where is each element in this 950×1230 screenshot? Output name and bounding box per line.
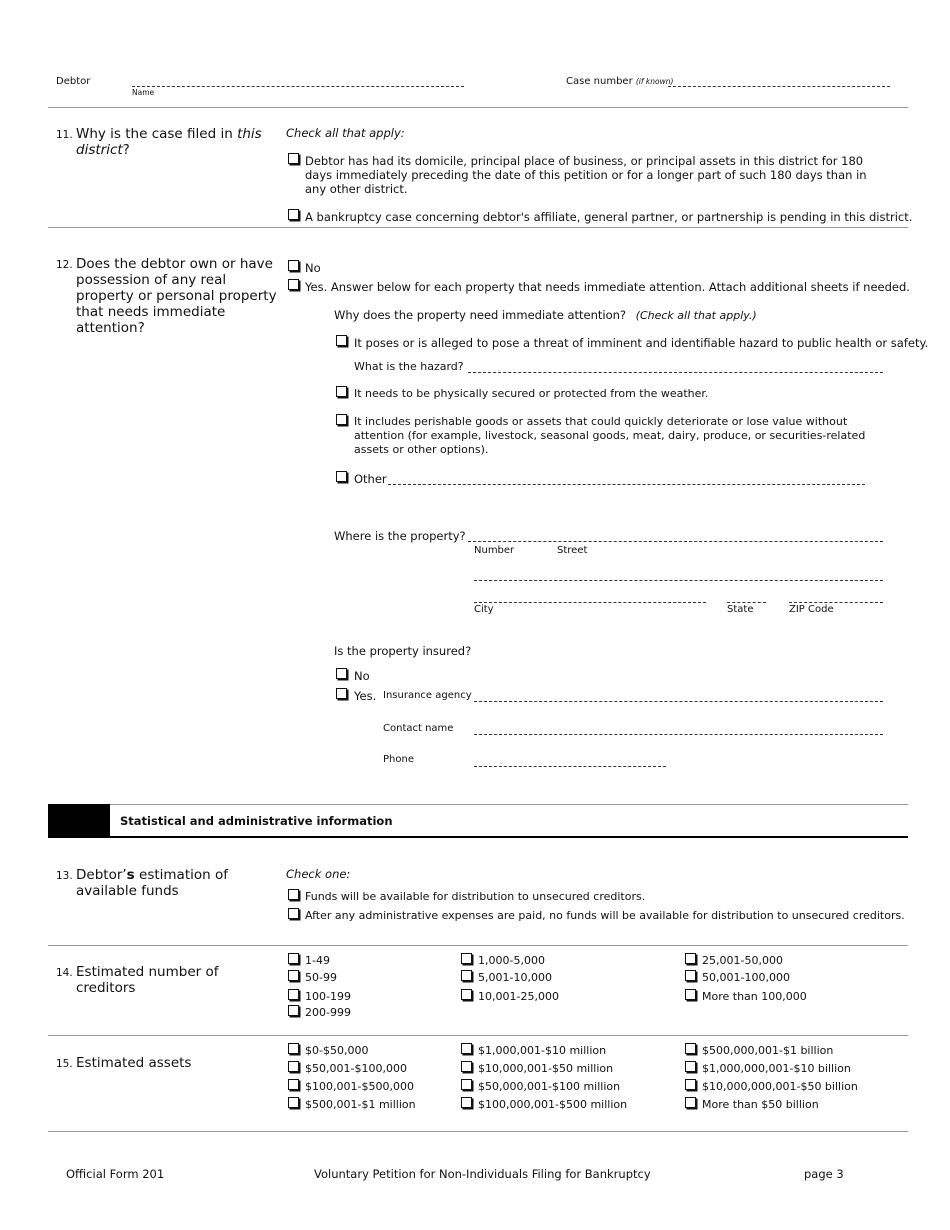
divider xyxy=(48,945,908,946)
other-checkbox[interactable] xyxy=(336,471,347,482)
insured-no-checkbox[interactable] xyxy=(336,668,347,679)
case-number-field[interactable] xyxy=(668,86,890,87)
q15-c1-3-checkbox[interactable] xyxy=(288,1097,299,1108)
why-attention-label xyxy=(334,308,757,323)
q15-c3-3-label: More than $50 billion xyxy=(702,1098,819,1111)
contact-label: Contact name xyxy=(383,723,454,734)
q14-c1-2-label: 100-199 xyxy=(305,990,351,1003)
hazard-field[interactable] xyxy=(468,372,883,373)
footer-form: Official Form 201 xyxy=(66,1167,165,1181)
q15-c3-2-label: $10,000,000,001-$50 billion xyxy=(702,1080,858,1093)
insured-label: Is the property insured? xyxy=(334,644,472,658)
hazard-label: It poses or is alleged to pose a threat of imminent and identifiable hazard to public health or safety. xyxy=(354,336,929,350)
state-field[interactable] xyxy=(727,602,766,603)
number-sublabel: Number xyxy=(474,545,515,556)
q15-c1-2-checkbox[interactable] xyxy=(288,1079,299,1090)
q14-c1-3-label: 200-999 xyxy=(305,1006,351,1019)
agency-label: Insurance agency xyxy=(383,690,472,701)
other-field[interactable] xyxy=(388,484,865,485)
street-sublabel: Street xyxy=(557,545,588,556)
q15-c3-3-checkbox[interactable] xyxy=(685,1097,696,1108)
q15-c1-0-checkbox[interactable] xyxy=(288,1043,299,1054)
q15-number: 15. xyxy=(56,1058,73,1070)
contact-field[interactable] xyxy=(474,734,883,735)
q11-instruction: Check all that apply: xyxy=(286,126,405,140)
zip-field[interactable] xyxy=(789,602,883,603)
q11-question-c: ? xyxy=(122,142,130,158)
q15-c2-2-checkbox[interactable] xyxy=(461,1079,472,1090)
city-sublabel: City xyxy=(474,604,494,615)
q12-no-label: No xyxy=(305,261,321,275)
q15-c3-2-checkbox[interactable] xyxy=(685,1079,696,1090)
phone-label: Phone xyxy=(383,754,414,765)
q15-c2-3-checkbox[interactable] xyxy=(461,1097,472,1108)
case-number-label xyxy=(566,76,673,87)
q14-c3-1-label: 50,001-100,000 xyxy=(702,971,790,984)
q13-opt1-label: Funds will be available for distribution to unsecured creditors. xyxy=(305,890,646,903)
q14-c1-3-checkbox[interactable] xyxy=(288,1005,299,1016)
debtor-label: Debtor xyxy=(56,76,91,87)
q11-opt1-checkbox[interactable] xyxy=(288,153,299,164)
q13-question-c: estimation of available funds xyxy=(76,867,228,899)
q15-question: Estimated assets xyxy=(76,1055,192,1071)
secured-label: It needs to be physically secured or protected from the weather. xyxy=(354,387,709,400)
q14-c2-1-label: 5,001-10,000 xyxy=(478,971,552,984)
q14-c2-2-label: 10,001-25,000 xyxy=(478,990,559,1003)
q12-question: Does the debtor own or have possession of any real property or personal property that needs immediate attention? xyxy=(76,256,277,336)
q15-c2-3-label: $100,000,001-$500 million xyxy=(478,1098,628,1111)
q15-c3-0-checkbox[interactable] xyxy=(685,1043,696,1054)
q15-c3-1-checkbox[interactable] xyxy=(685,1061,696,1072)
address-line1-field[interactable] xyxy=(468,541,883,542)
q15-c2-0-label: $1,000,001-$10 million xyxy=(478,1044,607,1057)
q14-c1-1-label: 50-99 xyxy=(305,971,337,984)
q15-c1-0-label: $0-$50,000 xyxy=(305,1044,369,1057)
q11-question xyxy=(76,126,266,158)
q13-question-a: Debtor’ xyxy=(76,867,127,883)
name-sublabel: Name xyxy=(132,88,155,97)
q14-question: Estimated number of creditors xyxy=(76,964,219,996)
q14-c3-1-checkbox[interactable] xyxy=(685,970,696,981)
q15-c3-0-label: $500,000,001-$1 billion xyxy=(702,1044,834,1057)
q11-question-b: this district xyxy=(76,126,262,158)
q14-c2-0-checkbox[interactable] xyxy=(461,953,472,964)
q14-c3-2-checkbox[interactable] xyxy=(685,989,696,1000)
secured-checkbox[interactable] xyxy=(336,386,347,397)
q14-c1-1-checkbox[interactable] xyxy=(288,970,299,981)
q14-c3-0-label: 25,001-50,000 xyxy=(702,954,783,967)
section-title: Statistical and administrative information xyxy=(120,814,393,828)
q15-c3-1-label: $1,000,000,001-$10 billion xyxy=(702,1062,851,1075)
q12-yes-checkbox[interactable] xyxy=(288,279,299,290)
q14-number: 14. xyxy=(56,967,73,979)
q15-c2-1-checkbox[interactable] xyxy=(461,1061,472,1072)
q13-opt1-checkbox[interactable] xyxy=(288,889,299,900)
other-label: Other xyxy=(354,472,387,486)
q11-question-a: Why is the case filed in xyxy=(76,126,238,142)
what-hazard-label: What is the hazard? xyxy=(354,360,464,373)
q14-c2-1-checkbox[interactable] xyxy=(461,970,472,981)
insured-yes-checkbox[interactable] xyxy=(336,688,347,699)
agency-field[interactable] xyxy=(474,701,883,702)
footer-page: page 3 xyxy=(804,1167,844,1181)
debtor-name-field[interactable] xyxy=(132,86,464,87)
q14-c3-2-label: More than 100,000 xyxy=(702,990,807,1003)
q15-c1-1-checkbox[interactable] xyxy=(288,1061,299,1072)
q14-c1-0-label: 1-49 xyxy=(305,954,330,967)
divider xyxy=(48,227,908,228)
insured-yes-label: Yes. xyxy=(354,689,377,703)
q15-c2-1-label: $10,000,001-$50 million xyxy=(478,1062,614,1075)
q13-opt2-label: After any administrative expenses are paid, no funds will be available for distribution to unsecured creditors. xyxy=(305,909,905,922)
q15-c1-1-label: $50,001-$100,000 xyxy=(305,1062,407,1075)
q15-c2-0-checkbox[interactable] xyxy=(461,1043,472,1054)
case-number-text: Case number xyxy=(566,76,633,87)
q13-question-b: s xyxy=(126,867,135,883)
insured-no-label: No xyxy=(354,669,370,683)
q14-c2-0-label: 1,000-5,000 xyxy=(478,954,545,967)
q11-opt1-label: Debtor has had its domicile, principal place of business, or principal assets in this district for 180 days immediately preceding the date of this petition or for a longer part of such 180 days than in any other district. xyxy=(305,154,867,196)
state-sublabel: State xyxy=(727,604,754,615)
q12-number: 12. xyxy=(56,259,73,271)
q13-question xyxy=(76,867,266,899)
divider xyxy=(48,107,908,108)
if-known-note: (if known) xyxy=(635,77,674,86)
city-field[interactable] xyxy=(474,602,706,603)
q13-number: 13. xyxy=(56,870,73,882)
q13-instruction: Check one: xyxy=(286,867,351,881)
q14-c2-2-checkbox[interactable] xyxy=(461,989,472,1000)
why-text: Why does the property need immediate attention? xyxy=(334,308,627,322)
divider xyxy=(48,1035,908,1036)
hazard-checkbox[interactable] xyxy=(336,335,347,346)
where-label: Where is the property? xyxy=(334,529,466,543)
q11-opt2-checkbox[interactable] xyxy=(288,209,299,220)
q14-c1-2-checkbox[interactable] xyxy=(288,989,299,1000)
q11-number: 11. xyxy=(56,129,73,141)
q14-c3-0-checkbox[interactable] xyxy=(685,953,696,964)
q13-opt2-checkbox[interactable] xyxy=(288,908,299,919)
address-line2-field[interactable] xyxy=(474,580,883,581)
q11-opt2-label: A bankruptcy case concerning debtor's affiliate, general partner, or partnership is pending in this district. xyxy=(305,210,913,224)
q15-c2-2-label: $50,000,001-$100 million xyxy=(478,1080,621,1093)
section-bottom-rule xyxy=(48,836,908,838)
section-block xyxy=(48,804,110,836)
divider xyxy=(48,1131,908,1132)
footer-title: Voluntary Petition for Non-Individuals Filing for Bankruptcy xyxy=(314,1167,651,1181)
q15-c1-2-label: $100,001-$500,000 xyxy=(305,1080,414,1093)
phone-field[interactable] xyxy=(474,766,666,767)
section-top-rule xyxy=(48,804,908,805)
q12-yes-label: Yes. Answer below for each property that needs immediate attention. Attach additional sheets if needed. xyxy=(305,280,910,294)
perishable-checkbox[interactable] xyxy=(336,414,347,425)
q12-no-checkbox[interactable] xyxy=(288,260,299,271)
zip-sublabel: ZIP Code xyxy=(789,604,834,615)
perishable-label: It includes perishable goods or assets that could quickly deteriorate or lose value without attention (for example, livestock, seasonal goods, meat, dairy, produce, or securities-related assets or other options). xyxy=(354,415,866,456)
q15-c1-3-label: $500,001-$1 million xyxy=(305,1098,416,1111)
q14-c1-0-checkbox[interactable] xyxy=(288,953,299,964)
why-note: (Check all that apply.) xyxy=(635,309,757,322)
